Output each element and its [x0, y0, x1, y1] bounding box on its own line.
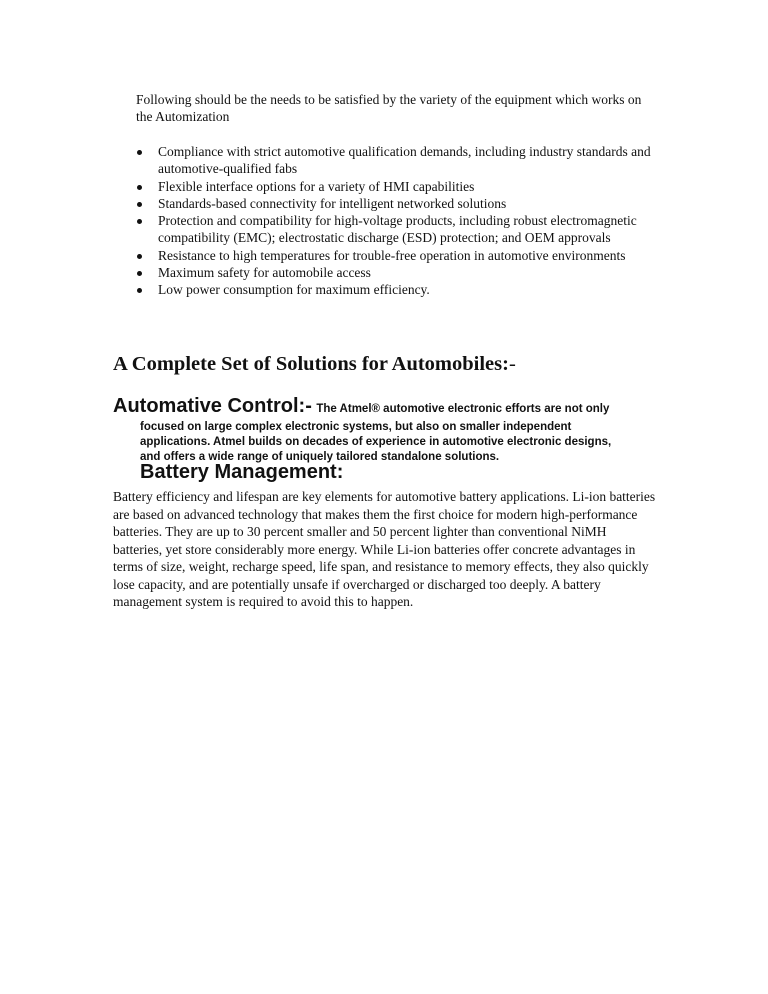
list-item-text: Resistance to high temperatures for trouble-free operation in automotive environments — [158, 247, 626, 263]
list-item-text: Protection and compatibility for high-voltage products, including robust electromagnetic compatibility (EMC); electrostatic discharge (ESD) protection; and OEM approvals — [158, 213, 637, 246]
list-item — [135, 195, 655, 212]
automative-control-body-line: focused on large complex electronic systems, but also on smaller independent — [140, 421, 572, 433]
requirements-list — [135, 143, 655, 299]
automative-control-section — [113, 395, 673, 465]
list-item — [135, 264, 655, 281]
list-item — [135, 247, 655, 264]
solutions-heading-suffix: - — [508, 353, 516, 375]
list-item-text: Flexible interface options for a variety of HMI capabilities — [158, 178, 475, 194]
bullet-icon — [137, 219, 142, 224]
intro-paragraph: Following should be the needs to be satisfied by the variety of the equipment which works on the Automization — [136, 92, 642, 125]
battery-management-body: Battery efficiency and lifespan are key elements for automotive battery applications. Li-ion batteries are based on advanced technology that makes them the first choice for modern high-performance batteries. They are up to 30 percent smaller and 50 percent lighter than conventional NiMH batteries, yet store considerably more energy. While Li-ion batteries offer concrete advantages in terms of size, weight, recharge speed, life span, and resistance to memory effects, they also quickly lose capacity, and are potentially unsafe if overcharged or discharged too deeply. A battery management system is required to avoid this to happen. — [113, 489, 656, 609]
solutions-heading-text: A Complete Set of Solutions for Automobiles: — [113, 353, 509, 375]
list-item — [135, 143, 655, 178]
solutions-heading — [113, 351, 516, 377]
list-item-text: Low power consumption for maximum efficiency. — [158, 282, 430, 298]
list-item-text: Standards-based connectivity for intelligent networked solutions — [158, 195, 507, 211]
automative-control-title: Automative Control:- — [113, 395, 312, 417]
list-item-text: Compliance with strict automotive qualification demands, including industry standards and automotive-qualified fabs — [158, 144, 651, 177]
bullet-icon — [137, 150, 142, 155]
list-item-text: Maximum safety for automobile access — [158, 265, 371, 281]
bullet-icon — [137, 202, 142, 207]
automative-control-body-line: and offers a wide range of uniquely tailored standalone solutions. — [140, 451, 500, 463]
automative-control-body-start: The Atmel® automotive electronic efforts are not only — [316, 403, 610, 415]
bullet-icon — [137, 288, 142, 293]
bullet-icon — [137, 185, 142, 190]
list-item — [135, 178, 655, 195]
list-item — [135, 212, 655, 247]
automative-control-first-line — [113, 395, 673, 420]
battery-management-title: Battery Management: — [140, 461, 344, 483]
automative-control-body-line: applications. Atmel builds on decades of experience in automotive electronic designs, — [140, 436, 612, 448]
list-item — [135, 281, 655, 298]
bullet-icon — [137, 271, 142, 276]
bullet-icon — [137, 254, 142, 259]
